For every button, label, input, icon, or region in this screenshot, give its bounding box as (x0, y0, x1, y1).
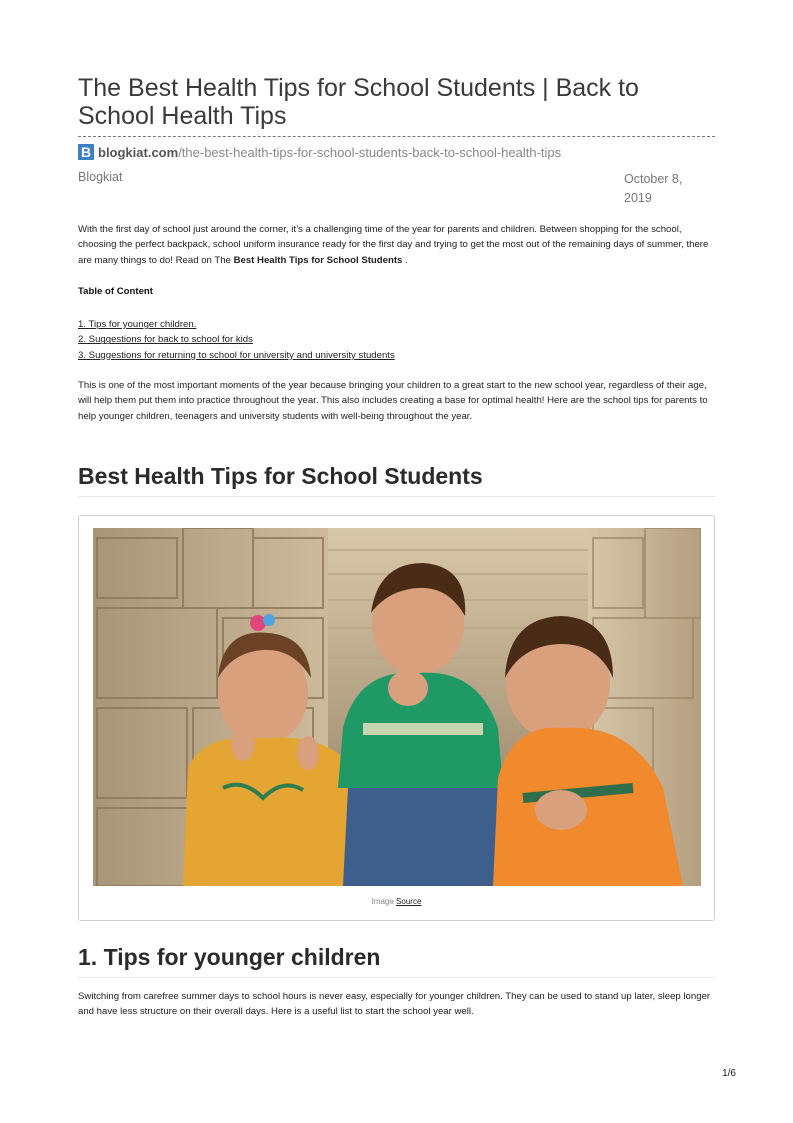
toc-link-3[interactable]: 3. Suggestions for returning to school for university and university students (78, 349, 395, 361)
page-number: 1/6 (722, 1068, 736, 1079)
blogkiat-logo-icon: B (78, 144, 94, 160)
toc-title: Table of Content (78, 286, 153, 297)
section-heading: Best Health Tips for School Students (78, 463, 715, 497)
intro-text-end: . (402, 254, 408, 266)
intro-bold: Best Health Tips for School Students (233, 254, 403, 266)
article-date: October 8, 2019 (624, 172, 683, 205)
source-domain[interactable]: blogkiat.com (98, 144, 179, 160)
image-figure (78, 515, 715, 921)
source-url[interactable] (78, 143, 561, 161)
article-author: Blogkiat (78, 170, 123, 184)
body-paragraph: This is one of the most important moments of the year because bringing your children to a great start to the new school year, regardless of their age, will help them put them into practice throughout the year. This also includes creating a base for optimal health! Here are the school tips for parents to help younger children, teenagers and university students with well-being throughout the year. (78, 380, 708, 422)
children-photo-illustration (93, 528, 701, 886)
toc-link-1[interactable]: 1. Tips for younger children. (78, 319, 197, 330)
title-divider (78, 136, 715, 137)
children-photo (93, 528, 701, 886)
section-paragraph: Switching from carefree summer days to school hours is never easy, especially for younger children. They can be used to stand up later, sleep longer and have less structure on their overall days. Here is a useful list to start the school year well. (78, 991, 711, 1018)
image-caption (79, 897, 714, 906)
article-title: The Best Health Tips for School Students | Back to School Health Tips (78, 74, 639, 130)
intro-paragraph (78, 222, 715, 268)
source-path[interactable]: /the-best-health-tips-for-school-students-back-to-school-health-tips (178, 144, 562, 160)
toc-link-2[interactable]: 2. Suggestions for back to school for kids (78, 334, 253, 346)
caption-source-link[interactable]: Source (396, 897, 422, 906)
toc-list (78, 317, 395, 363)
section-heading-younger-children: 1. Tips for younger children (78, 944, 715, 978)
intro-text: With the first day of school just around the corner, it’s a challenging time of the year for parents and children. Between shopping for the school, choosing the perfect backpack, school uniform insurance ready for the first day and trying to get the most out of the remaining days of summer, there are many things to do! Read on The (78, 224, 709, 266)
caption-prefix: Image (371, 897, 397, 906)
